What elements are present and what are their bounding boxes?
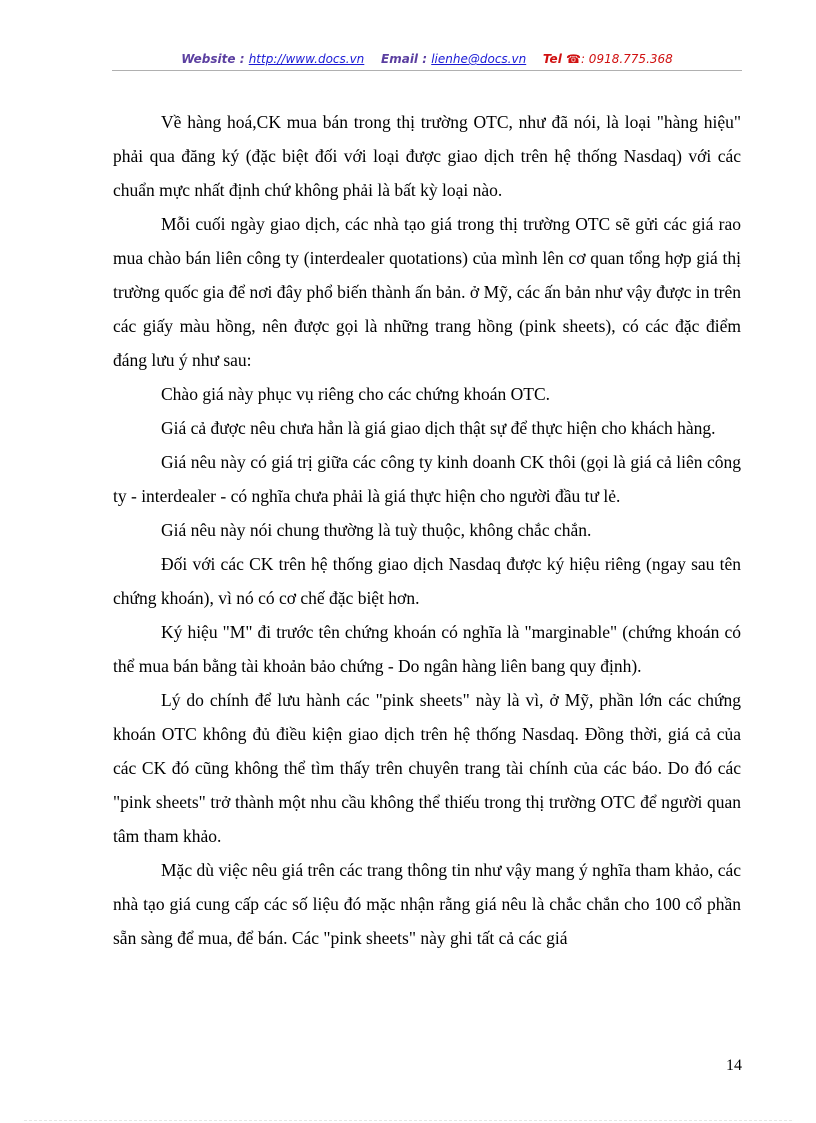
paragraph: Mặc dù việc nêu giá trên các trang thông tin như vậy mang ý nghĩa tham khảo, các nhà tạo giá cung cấp các số liệu đó mặc nhận rằng giá nêu là chắc chắn cho 100 cổ phần sẵn sàng để mua, để bán. Các "pink sheets" này ghi tất cả các giá <box>113 860 741 948</box>
paragraph: Lý do chính để lưu hành các "pink sheets" này là vì, ở Mỹ, phần lớn các chứng khoán OTC không đủ điều kiện giao dịch trên hệ thống Nasdaq. Đồng thời, giá cả của các CK đó cũng không thể tìm thấy trên chuyên trang tài chính của các báo. Do đó các "pink sheets" trở thành một nhu cầu không thể thiếu trong thị trường OTC để người quan tâm tham khảo. <box>113 690 741 846</box>
email-label: Email : <box>381 52 428 66</box>
paragraph: Chào giá này phục vụ riêng cho các chứng khoán OTC. <box>161 384 551 404</box>
paragraph: Giá nêu này nói chung thường là tuỳ thuộc, không chắc chắn. <box>161 520 592 540</box>
page-header <box>112 50 742 68</box>
email-link[interactable]: lienhe@docs.vn <box>431 52 527 66</box>
paragraph: Ký hiệu "M" đi trước tên chứng khoán có nghĩa là "marginable" (chứng khoán có thể mua bán bằng tài khoản bảo chứng - Do ngân hàng liên bang quy định). <box>113 622 741 676</box>
document-body <box>113 105 741 955</box>
website-label: Website : <box>181 52 245 66</box>
paragraph: Giá nêu này có giá trị giữa các công ty kinh doanh CK thôi (gọi là giá cả liên công ty - interdealer - có nghĩa chưa phải là giá thực hiện cho người đầu tư lẻ. <box>113 452 741 506</box>
paragraph: Mỗi cuối ngày giao dịch, các nhà tạo giá trong thị trường OTC sẽ gửi các giá rao mua chào bán liên công ty (interdealer quotations) của mình lên cơ quan tổng hợp giá thị trường quốc gia để nơi đây phổ biến thành ấn bản. ở Mỹ, các ấn bản như vậy được in trên các giấy màu hồng, nên được gọi là những trang hồng (pink sheets), có các đặc điểm đáng lưu ý như sau: <box>113 214 741 370</box>
website-link[interactable]: http://www.docs.vn <box>248 52 365 66</box>
paragraph: Đối với các CK trên hệ thống giao dịch Nasdaq được ký hiệu riêng (ngay sau tên chứng khoán), vì nó có cơ chế đặc biệt hơn. <box>113 554 741 608</box>
header-divider <box>112 70 742 71</box>
tel-label: Tel <box>542 52 562 66</box>
phone-icon: ☎ <box>566 52 581 66</box>
page-bottom-divider <box>24 1120 792 1121</box>
tel-value: : 0918.775.368 <box>580 52 673 66</box>
paragraph: Giá cả được nêu chưa hẳn là giá giao dịch thật sự để thực hiện cho khách hàng. <box>161 418 716 438</box>
paragraph: Về hàng hoá,CK mua bán trong thị trường OTC, như đã nói, là loại "hàng hiệu" phải qua đăng ký (đặc biệt đối với loại được giao dịch trên hệ thống Nasdaq) với các chuẩn mực nhất định chứ không phải là bất kỳ loại nào. <box>113 112 741 200</box>
page-number: 14 <box>726 1057 742 1074</box>
